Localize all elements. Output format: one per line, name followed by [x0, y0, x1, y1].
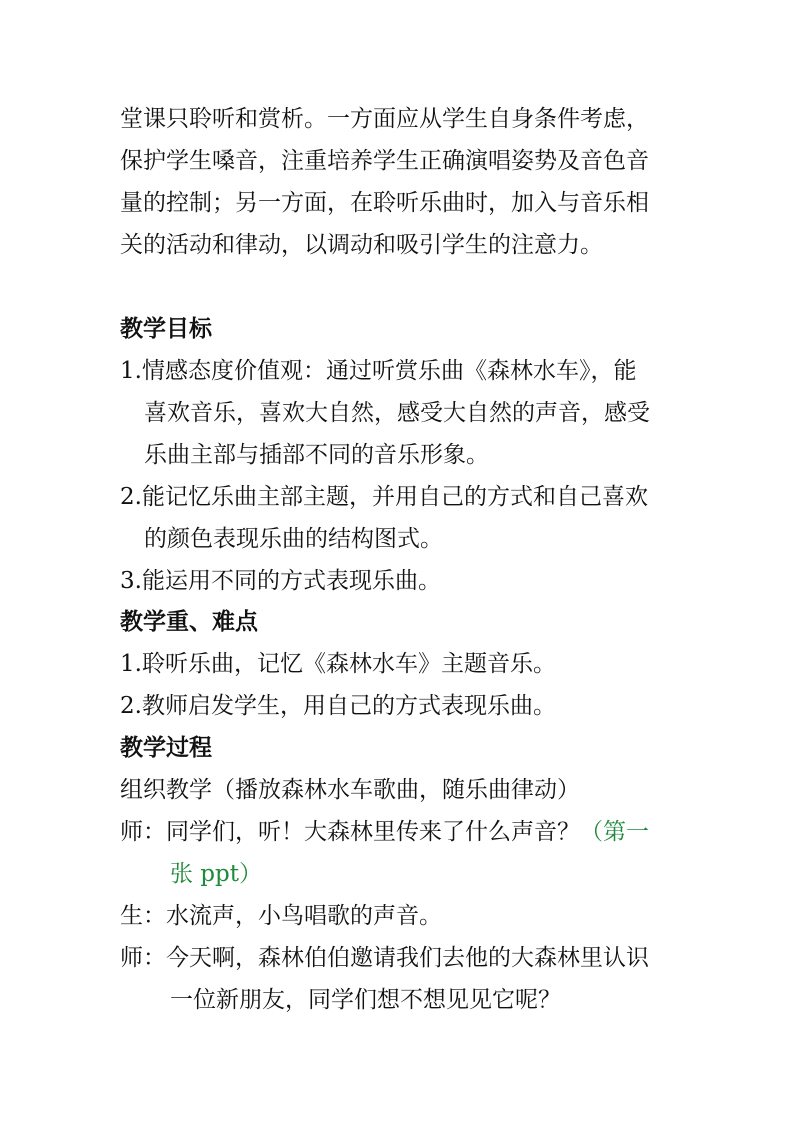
process-organize: 组织教学（播放森林水车歌曲，随乐曲律动）: [120, 777, 580, 803]
slide-annotation-b: 张 ppt）: [170, 861, 262, 887]
intro-line-3: 量的控制；另一方面，在聆听乐曲时，加入与音乐相: [120, 190, 649, 216]
key-point-1: 1.聆听乐曲，记忆《森林水车》主题音乐。: [120, 651, 556, 677]
teacher-line-1: [120, 813, 649, 851]
key-points-heading: 教学重、难点: [120, 608, 258, 635]
teacher-line-2a: 师：今天啊，森林伯伯邀请我们去他的大森林里认识: [120, 945, 649, 971]
goal-2-line-1: 2.能记忆乐曲主部主题，并用自己的方式和自己喜欢: [120, 484, 648, 510]
student-line-1: 生：水流声，小鸟唱歌的声音。: [120, 903, 442, 929]
goal-1-line-3: 乐曲主部与插部不同的音乐形象。: [144, 442, 489, 468]
key-point-2: 2.教师启发学生，用自己的方式表现乐曲。: [120, 693, 556, 719]
intro-line-2: 保护学生嗓音，注重培养学生正确演唱姿势及音色音: [120, 148, 649, 174]
goal-2-line-2: 的颜色表现乐曲的结构图式。: [144, 526, 443, 552]
goal-1-line-1: 1.情感态度价值观：通过听赏乐曲《森林水车》，能: [120, 358, 637, 384]
goal-3: 3.能运用不同的方式表现乐曲。: [120, 568, 441, 594]
goal-1-line-2: 喜欢音乐，喜欢大自然，感受大自然的声音，感受: [144, 400, 650, 426]
teacher-line-2b: 一位新朋友，同学们想不想见见它呢？: [170, 987, 561, 1013]
process-heading: 教学过程: [120, 734, 212, 761]
slide-annotation-a: （第一: [580, 819, 649, 845]
intro-line-4: 关的活动和律动，以调动和吸引学生的注意力。: [120, 232, 603, 258]
goals-heading: 教学目标: [120, 315, 212, 342]
intro-line-1: 堂课只聆听和赏析。一方面应从学生自身条件考虑，: [120, 106, 649, 132]
teacher-line-1-text: 师：同学们，听！大森林里传来了什么声音？: [120, 819, 580, 845]
